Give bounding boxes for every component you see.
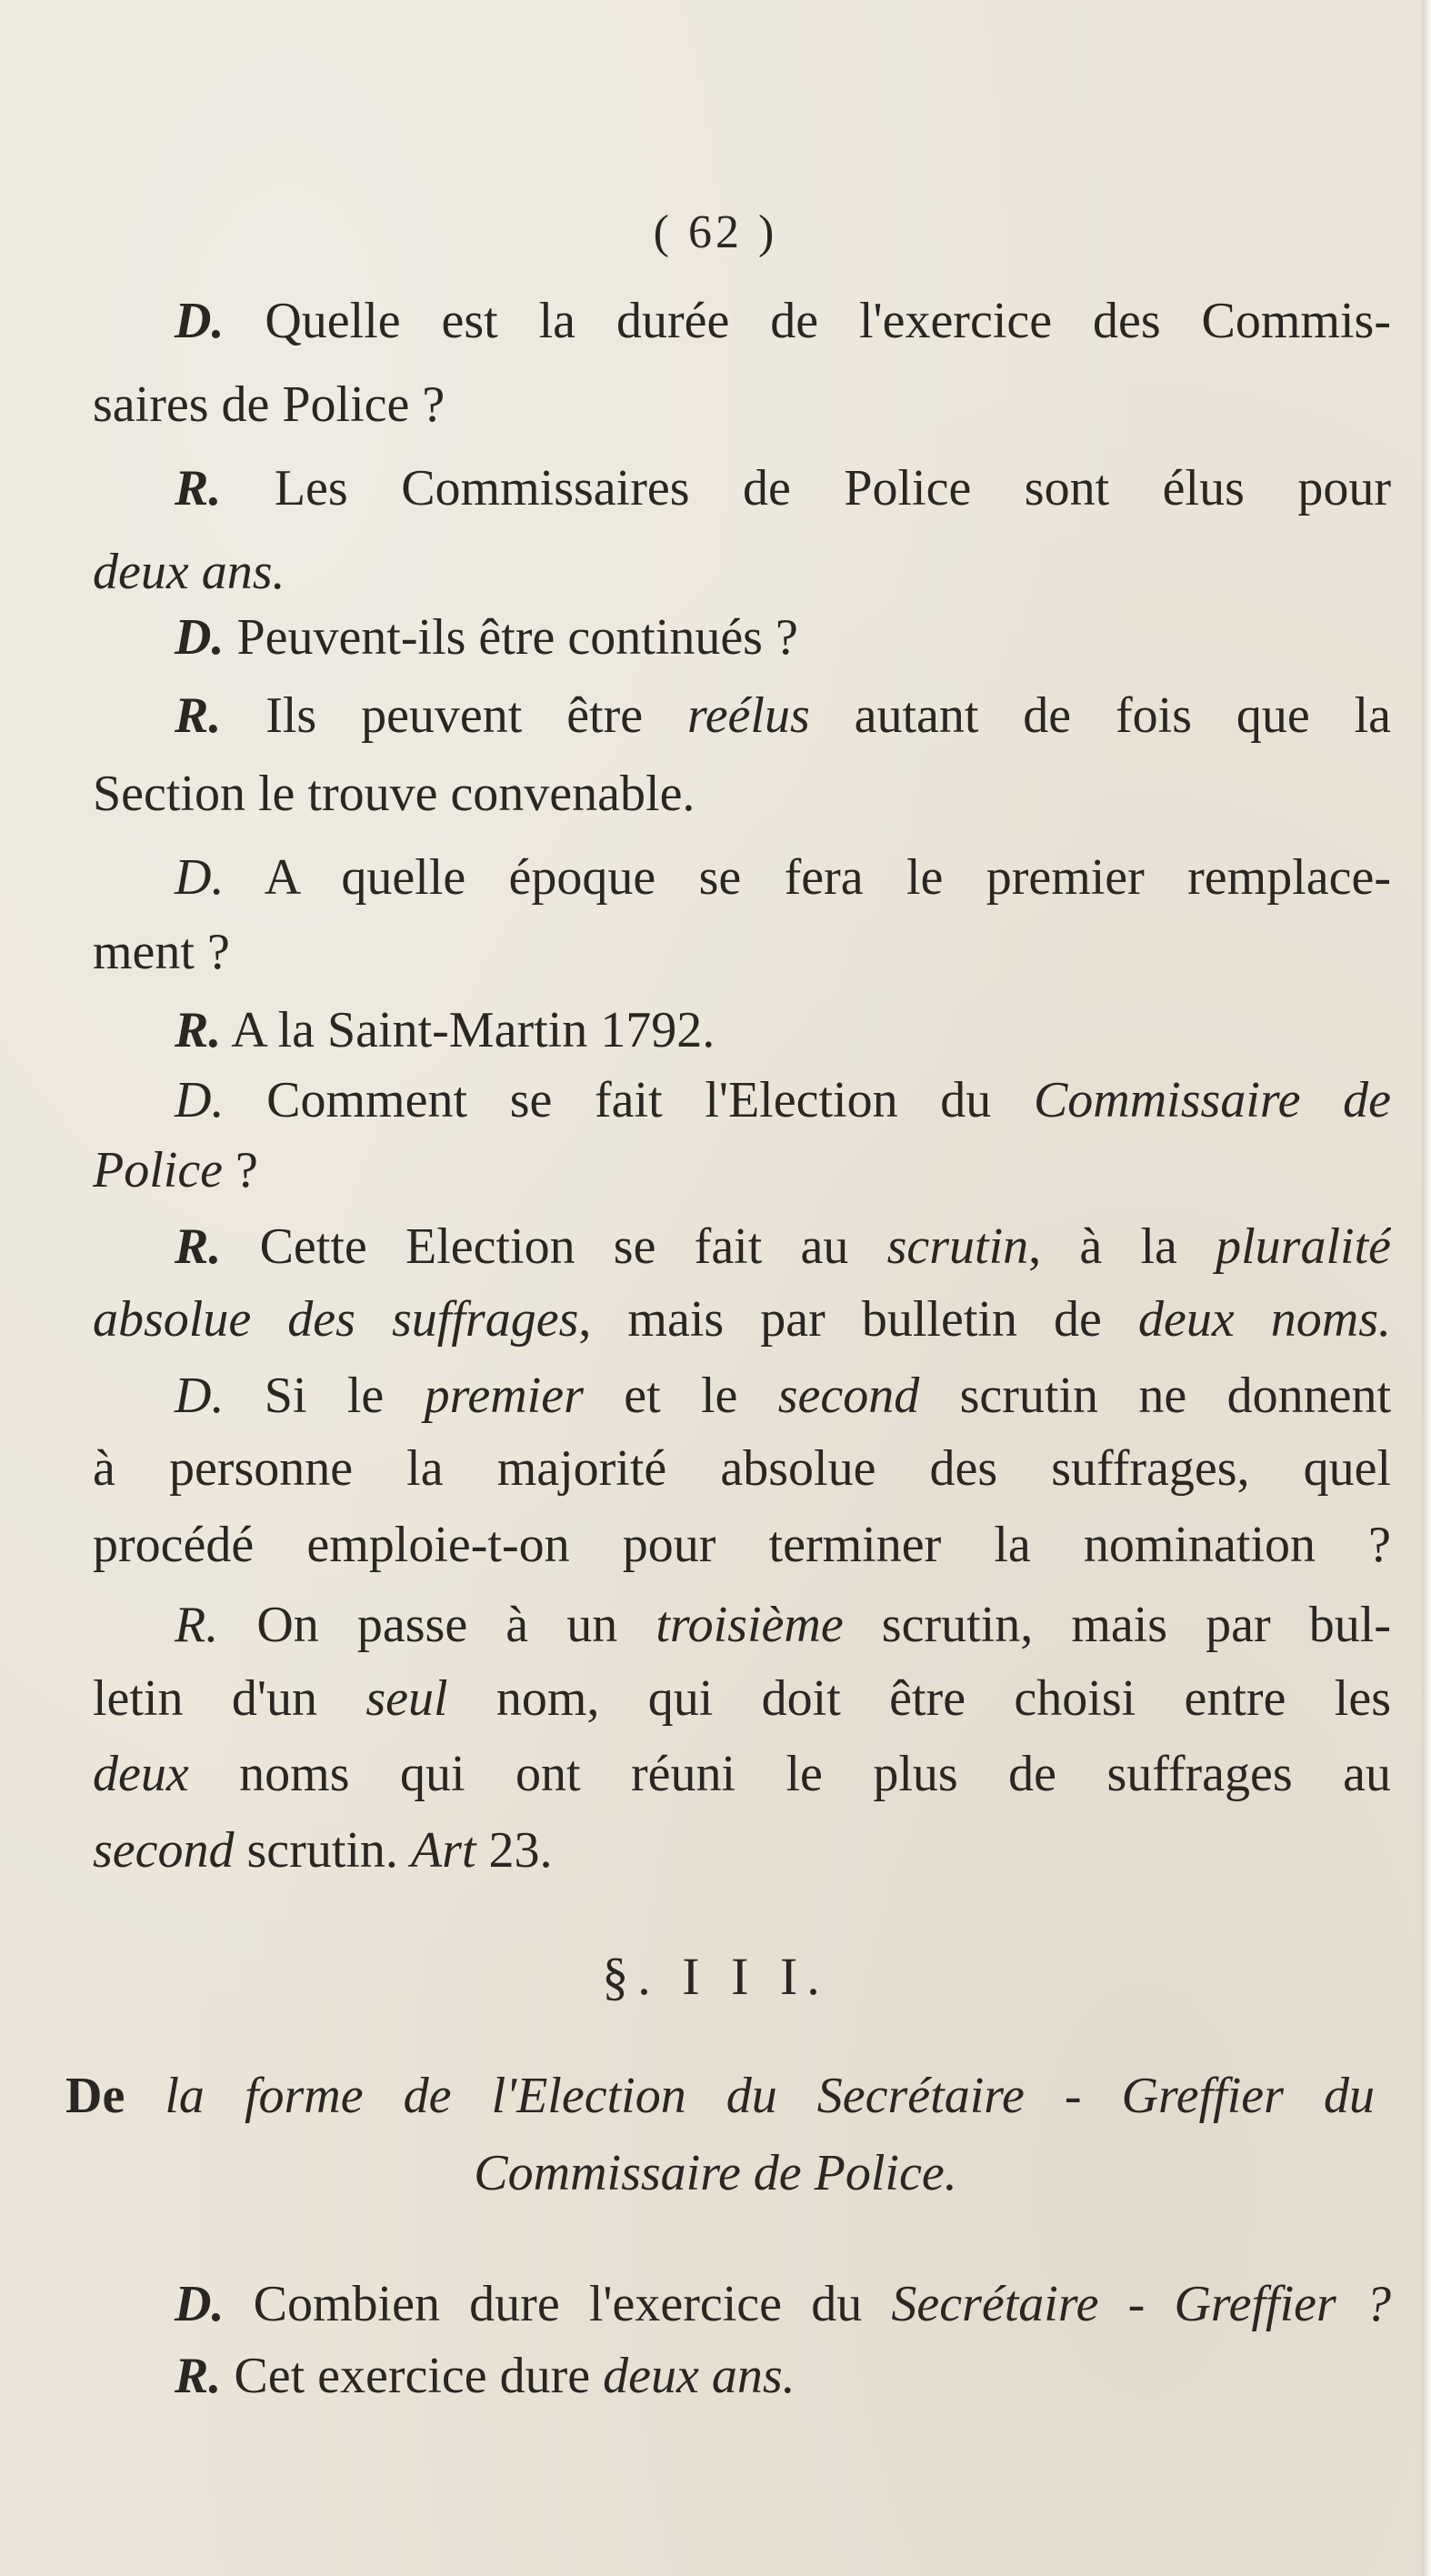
question-marker: D. (175, 2276, 225, 2332)
answer-1-line-2 (93, 540, 1391, 604)
answer-text: nom, qui doit être choisi entre les (447, 1670, 1391, 1727)
question-text-italic: Commissaire de (1033, 1072, 1391, 1128)
article-label: Art (410, 1822, 476, 1879)
question-text: Combien dure l'exercice du (224, 2276, 892, 2332)
answer-text-italic: troisième (655, 1597, 844, 1653)
answer-marker: R. (175, 1218, 222, 1275)
answer-text-italic: scrutin (886, 1218, 1029, 1275)
answer-text: On passe à un (218, 1597, 656, 1653)
question-4-line-2 (93, 1138, 1391, 1202)
question-text: scrutin ne donnent (919, 1368, 1391, 1424)
question-text-italic: second (777, 1368, 920, 1424)
answer-4-line-2 (93, 1288, 1391, 1351)
answer-marker: R. (175, 460, 222, 516)
answer-text: deux ans. (93, 544, 285, 600)
answer-text: , à la (1028, 1218, 1216, 1275)
answer-text: letin d'un (93, 1670, 366, 1727)
answer-4-line-1 (93, 1215, 1391, 1278)
question-text-italic: premier (424, 1368, 584, 1424)
answer-text-italic: seul (365, 1670, 448, 1727)
question-marker: D. (175, 609, 225, 666)
answer-text-italic: deux ans. (603, 2348, 796, 2404)
page-number: ( 62 ) (653, 206, 778, 258)
question-3-line-1 (93, 846, 1391, 909)
answer-text-italic: absolue des suffrages (93, 1291, 579, 1348)
question-text: Peuvent-ils être continués ? (224, 609, 798, 666)
answer-5-line-1 (93, 1593, 1391, 1657)
question-5-line-3 (93, 1513, 1391, 1577)
question-3-line-2 (93, 920, 1391, 984)
answer-text: A la Saint-Martin 1792. (221, 1002, 716, 1058)
answer-text: Les Commissaires de Police sont élus pour (221, 460, 1391, 516)
answer-text: 23. (475, 1822, 553, 1879)
question-1-line-2 (93, 373, 1391, 436)
answer-5-line-3 (93, 1742, 1391, 1806)
question-2-line-1 (93, 606, 1391, 669)
answer-2-line-2 (93, 762, 1391, 826)
answer-5-line-4 (93, 1819, 1391, 1882)
answer-marker: R. (175, 1597, 219, 1653)
question-text: A quelle époque se fera le premier remplace- (224, 849, 1391, 906)
section-title-text: la forme de l'Election du Secrétaire - Greffier du (125, 2068, 1375, 2124)
answer-marker: R. (175, 2348, 222, 2404)
answer-2-line-1 (93, 684, 1391, 747)
answer-marker: R. (175, 1002, 222, 1058)
question-marker: D. (175, 1072, 225, 1128)
question-text: à personne la majorité absolue des suffrages, quel (93, 1440, 1391, 1497)
answer-text-italic: pluralité (1216, 1218, 1391, 1275)
answer-1-line-1 (93, 456, 1391, 520)
question-1-line-1 (93, 289, 1391, 353)
answer-text: Cet exercice dure (221, 2348, 604, 2404)
answer-text-italic: deux (93, 1746, 189, 1802)
answer-text-italic: deux noms. (1137, 1291, 1391, 1348)
answer-text: Cette Election se fait au (221, 1218, 887, 1275)
answer-5-line-2 (93, 1667, 1391, 1730)
answer-text-italic: second (93, 1822, 235, 1879)
answer-text: scrutin, mais par bul- (843, 1597, 1391, 1653)
section-title-line-1 (65, 2064, 1375, 2128)
section-mark: §. I I I. (602, 1947, 829, 2006)
question-6-line-1 (93, 2272, 1391, 2336)
question-5-line-2 (93, 1437, 1391, 1500)
answer-text: , mais par bulletin de (578, 1291, 1138, 1348)
question-text: Si le (224, 1368, 425, 1424)
question-text-italic: Secrétaire - Greffier ? (891, 2276, 1391, 2332)
question-text: Quelle est la durée de l'exercice des Commis- (224, 293, 1391, 349)
answer-text: Ils peuvent être (221, 687, 687, 744)
section-title-line-2: Commissaire de Police. (474, 2145, 957, 2201)
question-text: saires de Police ? (93, 376, 445, 433)
answer-text: noms qui ont réuni le plus de suffrages au (188, 1746, 1391, 1802)
answer-text-italic: reélus (686, 687, 810, 744)
answer-3-line-1 (93, 998, 1391, 1062)
answer-6-line-1 (93, 2344, 1391, 2408)
question-marker: D. (175, 293, 225, 349)
question-text: Comment se fait l'Election du (224, 1072, 1034, 1128)
answer-marker: R. (175, 687, 222, 744)
answer-text: scrutin. (234, 1822, 411, 1879)
question-text: ? (223, 1142, 258, 1198)
answer-text: autant de fois que la (809, 687, 1391, 744)
question-marker: D. (175, 1368, 225, 1424)
question-text-italic: Police (93, 1142, 224, 1198)
answer-text: Section le trouve convenable. (93, 766, 695, 822)
question-text: et le (583, 1368, 778, 1424)
question-5-line-1 (93, 1364, 1391, 1428)
question-text: ment ? (93, 924, 230, 980)
question-4-line-1 (93, 1068, 1391, 1132)
question-text: procédé emploie-t-on pour terminer la nomination ? (93, 1517, 1391, 1573)
question-marker: D. (175, 849, 225, 906)
section-title-initial: De (65, 2068, 125, 2124)
